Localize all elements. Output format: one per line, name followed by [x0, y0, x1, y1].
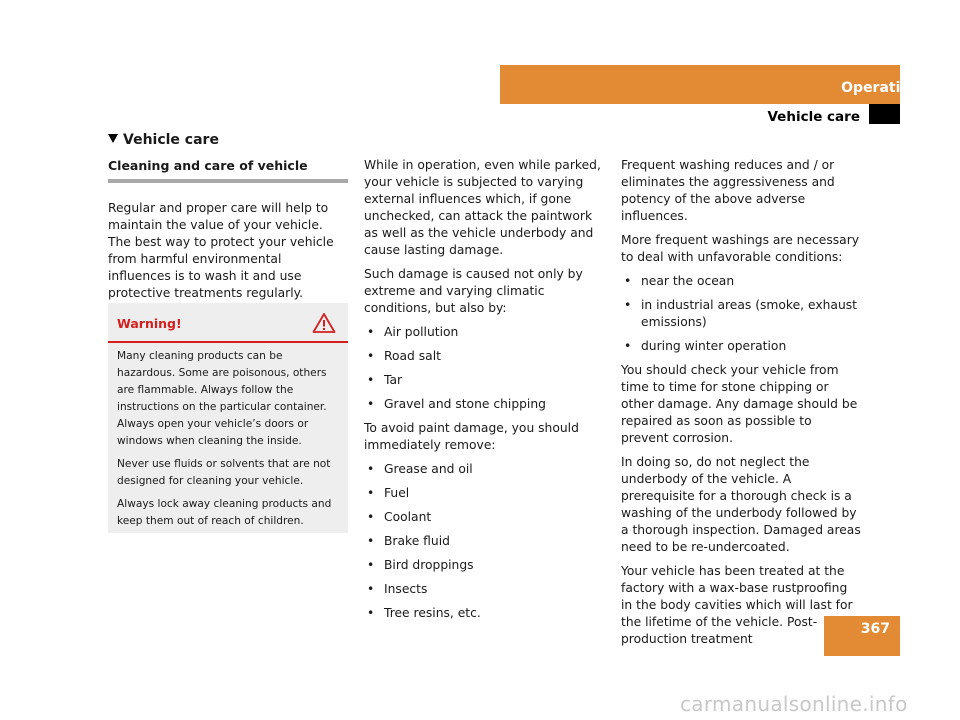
- list-item: [364, 485, 604, 502]
- section-heading: [108, 132, 219, 148]
- warning-title: Warning!: [117, 316, 182, 331]
- warning-body: [117, 348, 343, 536]
- warning-triangle-icon: [312, 312, 336, 334]
- list-item-text: near the ocean: [641, 274, 735, 288]
- warning-paragraph: Always lock away cleaning products and keep them out of reach of children.: [117, 498, 332, 527]
- paragraph: Your vehicle has been treated at the factory with a wax-base rustproofing in the body cavities which will last for the lifetime of the vehicle. Post-production treatment: [621, 564, 853, 646]
- list-item-text: Tar: [384, 373, 403, 387]
- bullet-icon: •: [624, 274, 632, 288]
- list-item-text: Grease and oil: [384, 462, 473, 476]
- list-item: [364, 372, 604, 389]
- list-item: [621, 338, 861, 355]
- list-item-text: Gravel and stone chipping: [384, 397, 546, 411]
- paragraph: To avoid paint damage, you should immediately remove:: [364, 421, 579, 452]
- bullet-icon: •: [624, 298, 632, 312]
- bullet-icon: •: [367, 486, 375, 500]
- list-item: [364, 396, 604, 413]
- bullet-list: [364, 324, 604, 413]
- list-item: [621, 297, 861, 331]
- header-bar: [500, 65, 900, 104]
- bullet-list: [364, 461, 604, 622]
- paragraph: While in operation, even while parked, your vehicle is subjected to varying external influences which, if gone unchecked, can attack the paintwork as well as the vehicle underbody and cause lasting damage.: [364, 158, 601, 257]
- page-number-box: [824, 616, 900, 656]
- paragraph: In doing so, do not neglect the underbody of the vehicle. A prerequisite for a thorough check is a washing of the underbody followed by a thorough inspection. Damaged areas need to be re-undercoated.: [621, 455, 861, 554]
- bullet-icon: •: [367, 558, 375, 572]
- list-item: [364, 533, 604, 550]
- list-item: [621, 273, 861, 290]
- warning-box: [108, 303, 348, 533]
- list-item: [364, 557, 604, 574]
- warning-paragraph: Never use fluids or solvents that are not designed for cleaning your vehicle.: [117, 458, 331, 487]
- bullet-icon: •: [367, 325, 375, 339]
- bullet-icon: •: [367, 534, 375, 548]
- list-item: [364, 348, 604, 365]
- list-item-text: Fuel: [384, 486, 410, 500]
- bullet-icon: •: [367, 582, 375, 596]
- list-item: [364, 509, 604, 526]
- paragraph: Such damage is caused not only by extreme and varying climatic conditions, but also by:: [364, 267, 583, 315]
- bullet-icon: •: [367, 510, 375, 524]
- section-marker: [869, 104, 900, 124]
- section-title: Vehicle care: [767, 109, 860, 125]
- list-item: [364, 324, 604, 341]
- list-item-text: Tree resins, etc.: [384, 606, 481, 620]
- list-item-text: Insects: [384, 582, 428, 596]
- bullet-icon: •: [624, 339, 632, 353]
- chapter-title: Operation: [841, 80, 920, 96]
- column-2: [364, 157, 604, 629]
- bullet-list: [621, 273, 861, 355]
- list-item: [364, 605, 604, 622]
- list-item: [364, 461, 604, 478]
- list-item: [364, 581, 604, 598]
- warning-paragraph: Many cleaning products can be hazardous. Some are poisonous, others are flammable. Always follow the instructions on the particular container. Always open your vehicle’s doors or windows when cleaning the inside.: [117, 350, 327, 447]
- list-item-text: Air pollution: [384, 325, 459, 339]
- bullet-icon: •: [367, 462, 375, 476]
- intro-paragraph: Regular and proper care will help to maintain the value of your vehicle. The best way to protect your vehicle from harmful environmental influences is to wash it and use protective treatments regularly.: [108, 201, 334, 300]
- paragraph: You should check your vehicle from time to time for stone chipping or other damage. Any damage should be repaired as soon as possible to prevent corrosion.: [621, 363, 858, 445]
- bullet-icon: •: [367, 349, 375, 363]
- list-item-text: Road salt: [384, 349, 441, 363]
- warning-divider: [108, 341, 348, 343]
- list-item-text: in industrial areas (smoke, exhaust emissions): [641, 298, 857, 329]
- list-item-text: during winter operation: [641, 339, 787, 353]
- page-number: 367: [860, 621, 890, 637]
- column-1: [108, 157, 348, 309]
- watermark: carmanualsonline.info: [680, 692, 908, 716]
- section-heading-text: Vehicle care: [123, 132, 219, 148]
- bullet-icon: •: [367, 397, 375, 411]
- paragraph: Frequent washing reduces and / or eliminates the aggressiveness and potency of the above adverse influences.: [621, 158, 835, 223]
- bullet-icon: •: [367, 606, 375, 620]
- subheading: Cleaning and care of vehicle: [108, 157, 348, 183]
- list-item-text: Brake fluid: [384, 534, 450, 548]
- column-3: [621, 157, 861, 655]
- list-item-text: Coolant: [384, 510, 432, 524]
- paragraph: More frequent washings are necessary to deal with unfavorable conditions:: [621, 233, 860, 264]
- list-item-text: Bird droppings: [384, 558, 474, 572]
- bullet-icon: •: [367, 373, 375, 387]
- triangle-down-icon: [108, 134, 118, 143]
